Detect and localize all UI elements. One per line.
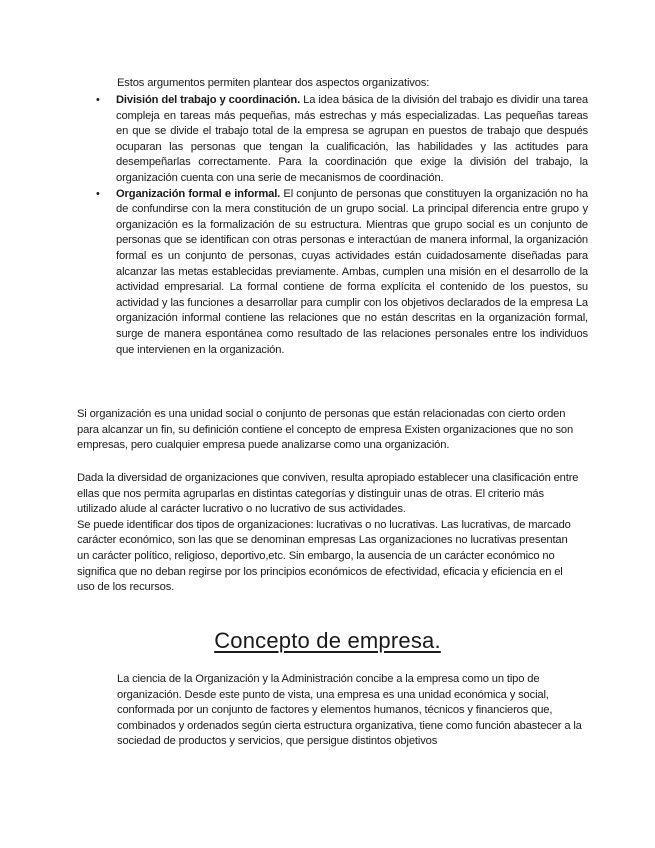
bullet-title: Organización formal e informal. <box>116 187 281 200</box>
bullet-text: La idea básica de la división del trabajo es dividir una tarea compleja en tareas más pequeñas, más estrechas y más especializadas. Las pequeñas tareas en que se divide el trabajo total de la empresa se agrupan en puestos de trabajo que después ocuparan las personas que tengan la cualificación, las habilidades y las actitudes para desempeñarlas correctamente. Para la coordinación que exige la división del trabajo, la organización cuenta con una serie de mecanismos de coordinación. <box>116 94 588 184</box>
paragraph-classification-types: Se puede identificar dos tipos de organizaciones: lucrativas o no lucrativas. Las lucrativas, de marcado carácter económico, son las que se denominan empresas Las organizaciones no lucrativas presentan un carácter político, religioso, deportivo,etc. Sin embargo, la ausencia de un carácter económico no significa que no deban regirse por los principios económicos de efectividad, eficacia y eficiencia en el uso de los recursos. <box>77 518 571 594</box>
section-heading: Concepto de empresa. <box>214 628 441 653</box>
paragraph-organization: Si organización es una unidad social o conjunto de personas que están relacionadas con cierto orden para alcanzar un fin, su definición contiene el concepto de empresa Existen organizaciones que no son empresas, pero cualquier empresa puede analizarse como una organización. <box>77 408 574 452</box>
section-body: La ciencia de la Organización y la Administración concibe a la empresa como un tipo de organización. Desde este punto de vista, una empresa es una unidad económica y social, conformada por un conjunto de factores y elementos humanos, técnicos y financieros que, combinados y ordenados según cierta estructura organizativa, tiene como función abastecer a la sociedad de productos y servicios, que persigue distintos objetivos <box>117 673 582 748</box>
list-item <box>96 93 588 187</box>
intro-text: Estos argumentos permiten plantear dos aspectos organizativos: <box>117 77 430 89</box>
paragraph-classification <box>77 471 579 596</box>
bullet-list <box>96 93 588 358</box>
bullet-title: División del trabajo y coordinación. <box>116 94 301 106</box>
bullet-marker: • <box>96 187 100 200</box>
bullet-marker: • <box>96 94 100 106</box>
list-item <box>96 187 588 359</box>
paragraph-classification-intro: Dada la diversidad de organizaciones que conviven, resulta apropiado establecer una clasificación entre ellas que nos permita agruparlas en distintas categorías y distinguir unas de otras. El criterio más utilizado alude al carácter lucrativo o no lucrativo de sus actividades. <box>77 472 579 516</box>
bullet-text: El conjunto de personas que constituyen la organización no ha de confundirse con la mera constitución de un grupo social. La principal diferencia entre grupo y organización es la formalización de su estructura. Mientras que grupo social es un conjunto de personas que se identifican con otras personas e interactúan de manera informal, la organización formal es un conjunto de personas, cuyas actividades están cuidadosamente diseñadas para alcanzar las metas establecidas previamente. Ambas, cumplen una misión en el desarrollo de la actividad empresarial. La formal contiene de forma explícita el contenido de los puestos, su actividad y las funciones a desarrollar para cumplir con los objetivos declarados de la empresa La organización informal contiene las relaciones que no están descritas en la organización formal, surge de manera espontánea como resultado de las relaciones personales entre los individuos que intervienen en la organización. <box>116 187 588 356</box>
